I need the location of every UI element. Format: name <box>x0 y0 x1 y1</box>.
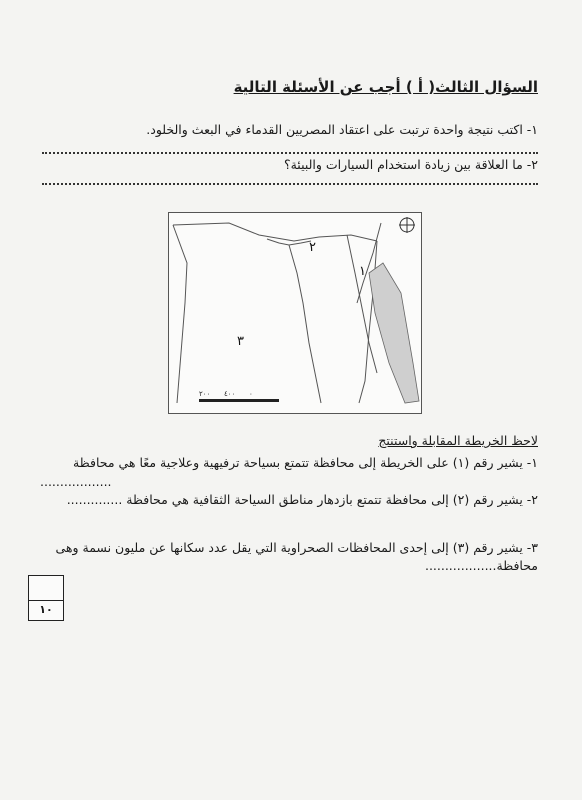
red-sea <box>369 263 419 403</box>
map-label-2: ٢ <box>309 240 316 255</box>
scale-label-0: ٠ <box>249 390 253 398</box>
map-western-border <box>173 225 187 403</box>
map-question-2: ٢- يشير رقم (٢) إلى محافظة تتمتع بازدهار مناطق السياحة الثقافية هي محافظة .............. <box>66 492 538 507</box>
map-question-1: ١- يشير رقم (١) على الخريطة إلى محافظة تتمتع بسياحة ترفيهية وعلاجية معًا هي محافظة <box>73 455 538 470</box>
answer-line-a2 <box>42 183 538 185</box>
map-question-1-blank: .................. <box>40 474 112 489</box>
question-a1: ١- اكتب نتيجة واحدة ترتبت على اعتقاد المصريين القدماء في البعث والخلود. <box>146 122 538 137</box>
map-heading: لاحظ الخريطة المقابلة واستنتج <box>378 433 538 448</box>
map-label-1: ١ <box>359 264 366 279</box>
compass-cross <box>399 217 415 233</box>
egypt-map-drawing <box>169 213 421 413</box>
score-value: ١٠ <box>39 603 53 616</box>
scale-label-400: ٤٠٠ <box>224 390 236 398</box>
answer-line-a1 <box>42 152 538 154</box>
scale-label-200: ٢٠٠ <box>199 390 211 398</box>
scale-bar <box>199 399 279 402</box>
map-label-3: ٣ <box>237 334 244 349</box>
score-box <box>28 575 64 621</box>
map-question-3: ٣- يشير رقم (٣) إلى إحدى المحافظات الصحراوية التي يقل عدد سكانها عن مليون نسمة وهى <box>55 540 538 555</box>
score-box-divider <box>29 600 63 601</box>
question-a2: ٢- ما العلاقة بين زيادة استخدام السيارات والبيئة؟ <box>283 157 538 172</box>
question-title: السؤال الثالث( أ ) أجب عن الأسئلة التالية <box>233 78 538 96</box>
egypt-map <box>168 212 422 414</box>
map-question-3-cont: محافظة.................. <box>424 558 538 573</box>
map-coastline <box>173 223 377 241</box>
nile-river <box>289 245 321 403</box>
